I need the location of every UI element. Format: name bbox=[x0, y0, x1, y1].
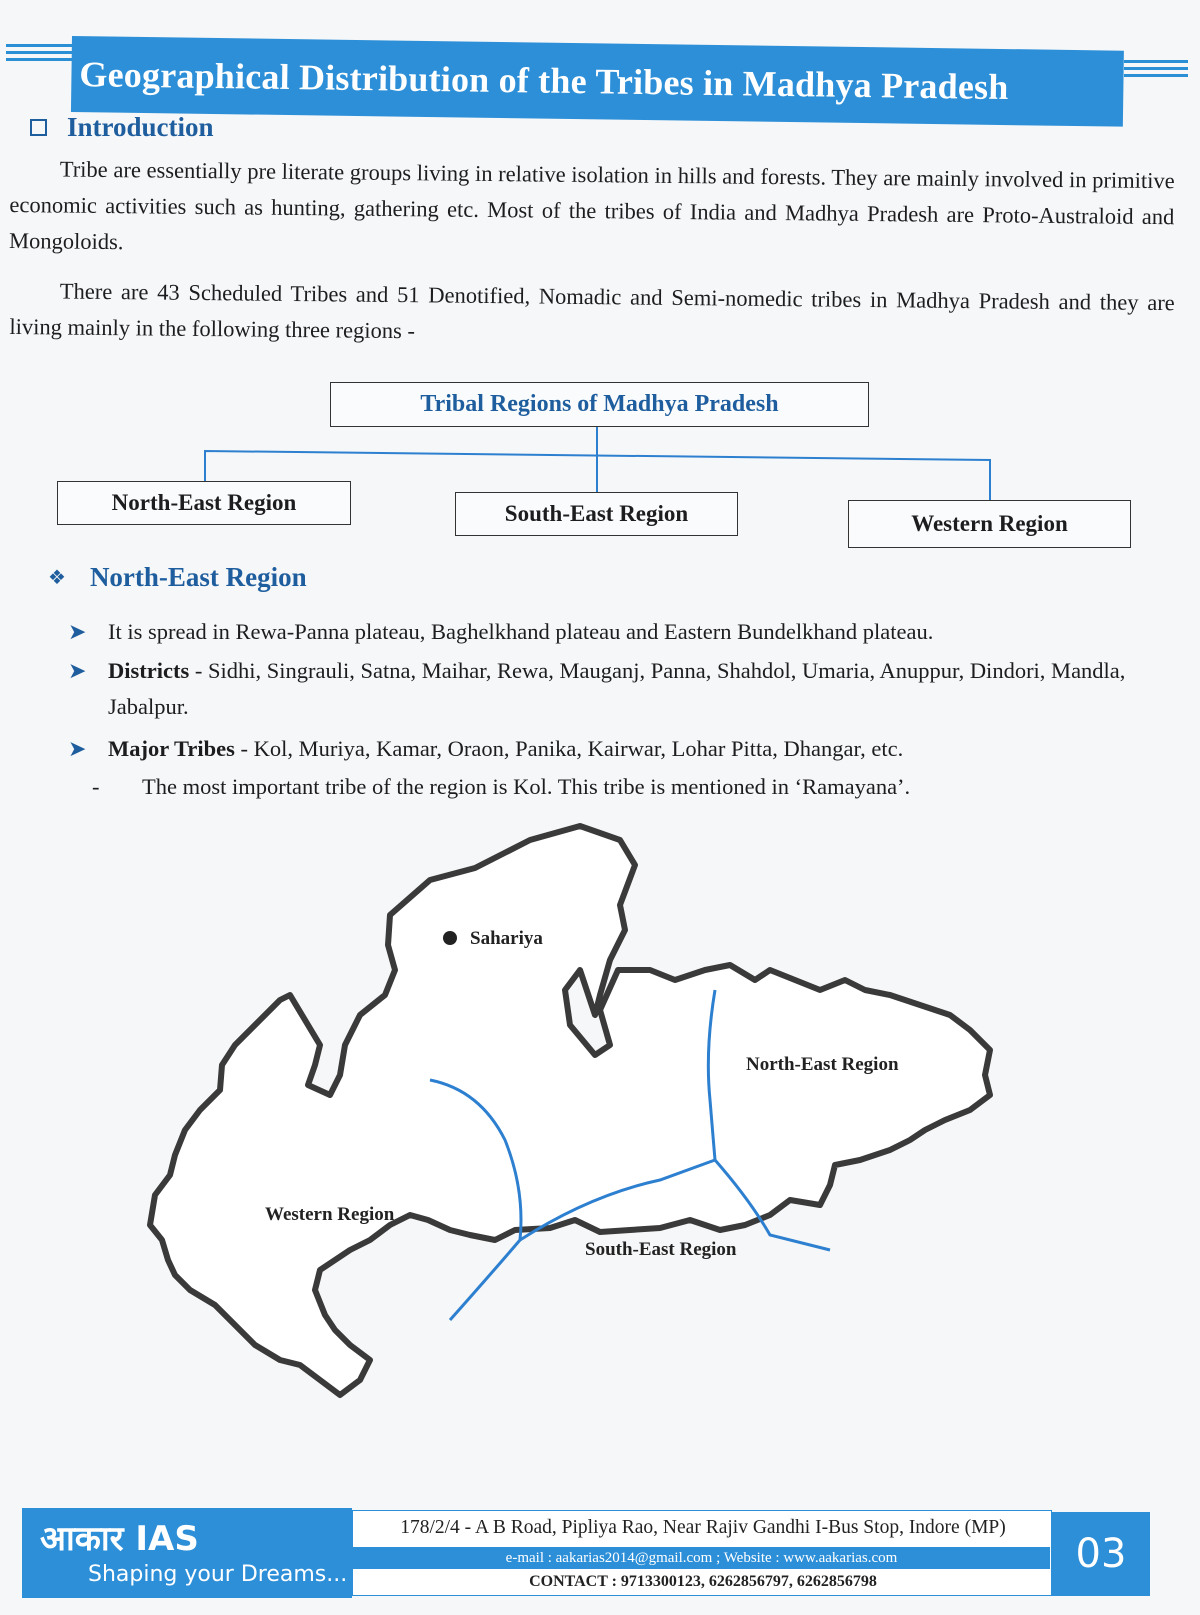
districts-text bbox=[108, 653, 1178, 725]
districts-list: - Sidhi, Singrauli, Satna, Maihar, Rewa, Mauganj, Panna, Shahdol, Umaria, Anuppur, Dindori, Mandla, Jabalpur. bbox=[108, 658, 1126, 719]
dash-bullet: - bbox=[92, 774, 100, 799]
tribes-label: Major Tribes bbox=[108, 736, 235, 761]
logo-tagline: Shaping your Dreams... bbox=[88, 1562, 348, 1587]
tribes-list: - Kol, Muriya, Kamar, Oraon, Panika, Kairwar, Lohar Pitta, Dhangar, etc. bbox=[234, 736, 904, 761]
intro-paragraph-1 bbox=[9, 151, 1175, 271]
arrow-bullet-icon: ➤ bbox=[68, 736, 87, 761]
introduction-heading-text: Introduction bbox=[67, 112, 214, 142]
north-east-heading bbox=[48, 562, 307, 593]
regions-tree-south-east: South-East Region bbox=[455, 492, 738, 536]
map-label-western: Western Region bbox=[265, 1204, 395, 1225]
map-label-sahariya: Sahariya bbox=[470, 928, 543, 949]
introduction-heading bbox=[30, 112, 214, 143]
square-bullet-icon bbox=[30, 119, 47, 136]
address-box bbox=[352, 1510, 1052, 1596]
logo-text: आकार IAS bbox=[40, 1519, 199, 1559]
address-text: 178/2/4 - A B Road, Pipliya Rao, Near Rajiv Gandhi I-Bus Stop, Indore (MP) bbox=[400, 1517, 1006, 1538]
contact-numbers: CONTACT : 9713300123, 6262856797, 6262856798 bbox=[529, 1573, 877, 1590]
title-decor-lines bbox=[1124, 60, 1188, 86]
regions-tree-western: Western Region bbox=[848, 500, 1131, 548]
sahariya-point bbox=[443, 931, 457, 945]
map-label-north-east: North-East Region bbox=[746, 1054, 899, 1075]
brand-logo bbox=[22, 1508, 352, 1598]
bullet-spread bbox=[68, 614, 1168, 650]
bullet-districts bbox=[68, 653, 1178, 725]
email-website: e-mail : aakarias2014@gmail.com ; Website : www.aakarias.com bbox=[353, 1547, 1050, 1569]
diamond-bullet-icon: ❖ bbox=[48, 567, 66, 589]
spread-text: It is spread in Rewa-Panna plateau, Baghelkhand plateau and Eastern Bundelkhand plateau. bbox=[108, 619, 934, 644]
north-east-heading-text: North-East Region bbox=[89, 562, 307, 592]
bullet-important-tribe bbox=[92, 769, 1172, 805]
map-label-south-east: South-East Region bbox=[585, 1239, 737, 1260]
madhya-pradesh-map bbox=[130, 820, 1030, 1430]
intro-paragraph-2-text: There are 43 Scheduled Tribes and 51 Denotified, Nomadic and Semi-nomedic tribes in Madhya Pradesh and they are living mainly in the following three regions - bbox=[9, 278, 1175, 344]
arrow-bullet-icon: ➤ bbox=[68, 658, 87, 683]
bullet-tribes bbox=[68, 731, 1168, 767]
title-decor-lines bbox=[6, 44, 74, 70]
state-outline bbox=[150, 826, 990, 1395]
page-title: Geographical Distribution of the Tribes in Madhya Pradesh bbox=[79, 54, 1009, 108]
regions-tree-root: Tribal Regions of Madhya Pradesh bbox=[330, 382, 869, 427]
intro-paragraph-1-text: Tribe are essentially pre literate groups living in relative isolation in hills and forests. They are mainly involved in primitive economic activities such as hunting, gathering etc. Most of the tribes of India and Madhya Pradesh are Proto-Australoid and Mongoloids. bbox=[8, 156, 1175, 255]
arrow-bullet-icon: ➤ bbox=[68, 619, 87, 644]
intro-paragraph-2 bbox=[9, 273, 1175, 357]
important-tribe-text: The most important tribe of the region is Kol. This tribe is mentioned in ‘Ramayana’. bbox=[142, 774, 911, 799]
tribes-text bbox=[108, 731, 903, 767]
title-banner bbox=[71, 36, 1124, 127]
districts-label: Districts bbox=[108, 658, 190, 683]
regions-tree-north-east: North-East Region bbox=[57, 481, 351, 525]
footer bbox=[22, 1508, 1180, 1600]
page-number: 03 bbox=[1052, 1512, 1150, 1596]
